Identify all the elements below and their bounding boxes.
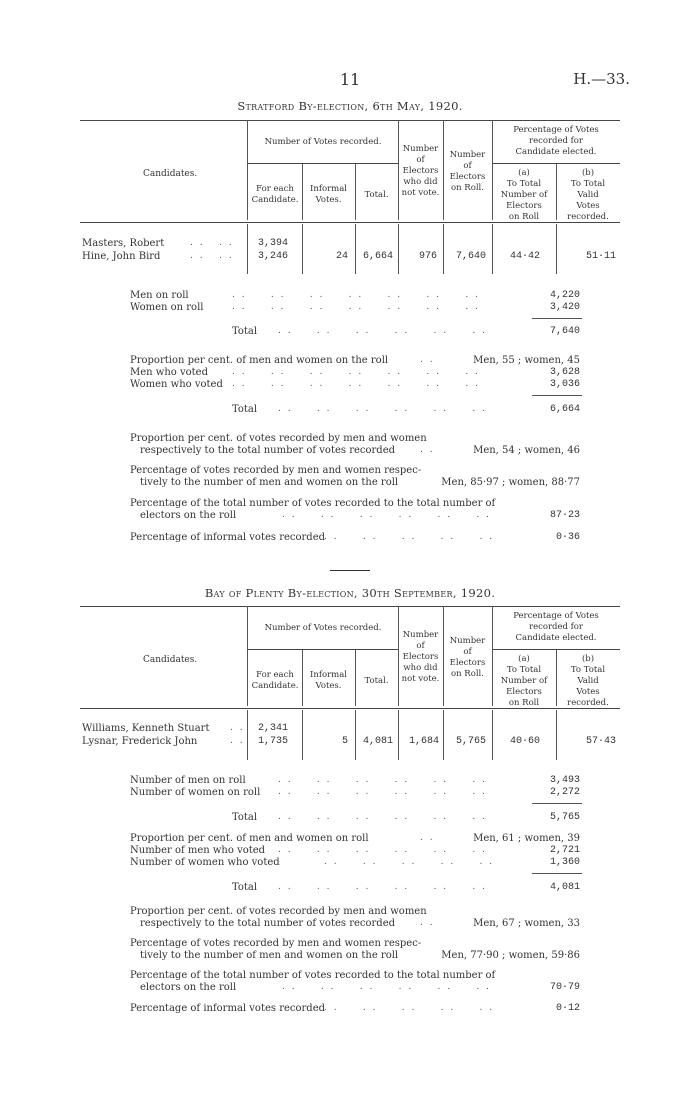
leader-dots: . . . . . . . . . .: [324, 857, 495, 867]
body-divider: [443, 224, 444, 274]
stat-label: Men who voted: [130, 367, 208, 378]
candidate-votes: 1,735: [258, 736, 289, 747]
pct-to-roll: 40·60: [510, 736, 541, 747]
total-header: Total.: [364, 190, 389, 200]
pct-b-header: (b) To Total Valid Votes recorded.: [567, 168, 609, 222]
leader-dots: . .: [420, 445, 435, 455]
candidate-name: Williams, Kenneth Stuart: [82, 723, 210, 734]
stat-label: Women who voted: [130, 379, 223, 390]
stat-label: Proportion per cent. of men and women on roll: [130, 833, 369, 844]
leader-dots: . .: [230, 723, 245, 733]
not-vote-header: Number of Electors who did not vote.: [401, 144, 440, 198]
body-divider: [492, 710, 493, 760]
stat-label: Proportion per cent. of votes recorded by men and women: [130, 906, 427, 917]
leader-dots: . . . . . . . . . . . .: [278, 326, 488, 336]
percentage-header: Percentage of Votes recorded for Candidate elected.: [513, 611, 599, 643]
body-divider: [556, 224, 557, 274]
header-subrule: [492, 649, 620, 650]
stat-value: 3,493: [549, 775, 580, 786]
stat-label: electors on the roll: [140, 510, 237, 521]
bay-of-plenty-title: Bay of Plenty By-election, 30th September, 1920.: [204, 586, 496, 600]
on-roll-header: Number of Electors on Roll.: [449, 636, 486, 679]
total-votes: 4,081: [362, 736, 393, 747]
stat-value: 1,360: [549, 857, 580, 868]
leader-dots: . . . . . . . . . . . .: [278, 812, 488, 822]
stat-label: respectively to the total number of votes recorded: [140, 918, 396, 929]
body-divider: [355, 710, 356, 760]
leader-dots: . . . . . . . . . . . . . .: [232, 367, 480, 377]
stat-label: Number of men on roll: [130, 775, 246, 786]
body-divider: [398, 710, 399, 760]
candidate-votes: 3,394: [258, 238, 289, 249]
stat-label: Number of women on roll: [130, 787, 261, 798]
stat-value: Men, 77·90 ; women, 59·86: [441, 950, 580, 961]
candidate-name: Masters, Robert: [82, 238, 165, 249]
stat-label: Percentage of informal votes recorded: [130, 1003, 326, 1014]
stat-value: 4,220: [549, 290, 580, 301]
stat-label: electors on the roll: [140, 982, 237, 993]
table-top-rule: [80, 606, 620, 607]
sum-rule: [532, 318, 582, 319]
votes-recorded-header: Number of Votes recorded.: [264, 623, 382, 633]
stat-value: 0·36: [555, 532, 580, 543]
stat-value: 4,081: [549, 882, 580, 893]
stat-label: Proportion per cent. of men and women on the roll: [130, 355, 389, 366]
did-not-vote: 1,684: [408, 736, 439, 747]
pct-to-roll: 44·42: [510, 251, 541, 262]
body-divider: [492, 224, 493, 274]
body-divider: [302, 224, 303, 274]
pct-to-valid: 51·11: [585, 251, 616, 262]
leader-dots: . . . . . . . . . .: [324, 1003, 495, 1013]
leader-dots: . . . .: [190, 251, 234, 261]
stat-value: Men, 55 ; women, 45: [473, 355, 580, 366]
stat-label: Percentage of informal votes recorded: [130, 532, 326, 543]
page-number: 11: [339, 70, 361, 89]
informal-header: Informal Votes.: [309, 670, 347, 691]
stat-label: respectively to the total number of votes recorded: [140, 445, 396, 456]
header-subrule: [247, 649, 398, 650]
stratford-title: Stratford By-election, 6th May, 1920.: [237, 99, 463, 113]
header-subrule: [247, 163, 398, 164]
sum-rule: [532, 395, 582, 396]
sum-rule: [532, 803, 582, 804]
candidate-name: Lysnar, Frederick John: [82, 736, 198, 747]
stat-label: Total: [232, 326, 258, 337]
stat-label: Total: [232, 404, 258, 415]
stat-value: Men, 61 ; women, 39: [473, 833, 580, 844]
informal-votes: 5: [341, 736, 348, 747]
stat-value: 2,721: [549, 845, 580, 856]
body-divider: [355, 224, 356, 274]
stat-value: 3,420: [549, 302, 580, 313]
body-divider: [398, 224, 399, 274]
leader-dots: . . . . . . . . . . . . . .: [232, 302, 480, 312]
leader-dots: . .: [420, 918, 435, 928]
stat-value: 3,628: [549, 367, 580, 378]
pct-to-valid: 57·43: [585, 736, 616, 747]
on-roll-header: Number of Electors on Roll.: [449, 150, 486, 193]
stat-value: 3,036: [549, 379, 580, 390]
body-divider: [302, 710, 303, 760]
header-subrule: [492, 163, 620, 164]
stat-value: 0·12: [555, 1003, 580, 1014]
leader-dots: . . . . . . . . . . . .: [278, 775, 488, 785]
leader-dots: . . . . . . . . . .: [324, 532, 495, 542]
body-divider: [556, 710, 557, 760]
table-top-rule: [80, 120, 620, 121]
stat-value: 5,765: [549, 812, 580, 823]
stat-label: Percentage of votes recorded by men and women respec-: [130, 465, 422, 476]
stat-label: Percentage of votes recorded by men and women respec-: [130, 938, 422, 949]
stat-value: 87·23: [549, 510, 580, 521]
table-header-bottom-rule: [80, 222, 620, 223]
stat-value: Men, 67 ; women, 33: [473, 918, 580, 929]
pct-a-header: (a) To Total Number of Electors on Roll: [500, 168, 548, 222]
stat-label: Percentage of the total number of votes recorded to the total number of: [130, 970, 496, 981]
stat-value: 70·79: [549, 982, 580, 993]
stat-label: Total: [232, 812, 258, 823]
table-header-bottom-rule: [80, 708, 620, 709]
leader-dots: . . . . . . . . . . . .: [282, 510, 492, 520]
total-header: Total.: [364, 676, 389, 686]
total-votes: 6,664: [362, 251, 393, 262]
leader-dots: . . . . . . . . . . . .: [282, 982, 492, 992]
stat-value: Men, 54 ; women, 46: [473, 445, 580, 456]
votes-recorded-header: Number of Votes recorded.: [264, 137, 382, 147]
stat-label: tively to the number of men and women on the roll: [140, 477, 399, 488]
stat-label: Women on roll: [130, 302, 204, 313]
candidates-header: Candidates.: [143, 655, 198, 665]
pct-b-header: (b) To Total Valid Votes recorded.: [567, 654, 609, 708]
document-reference: H.—33.: [573, 70, 630, 88]
informal-header: Informal Votes.: [309, 184, 347, 205]
leader-dots: . .: [230, 736, 245, 746]
stat-label: Men on roll: [130, 290, 189, 301]
stat-value: 2,272: [549, 787, 580, 798]
stat-label: tively to the number of men and women on the roll: [140, 950, 399, 961]
leader-dots: . . . . . . . . . . . .: [278, 845, 488, 855]
leader-dots: . . . . . . . . . . . . . .: [232, 290, 480, 300]
for-each-header: For each Candidate.: [251, 670, 299, 691]
stat-label: Proportion per cent. of votes recorded by men and women: [130, 433, 427, 444]
leader-dots: . . . . . . . . . . . .: [278, 404, 488, 414]
informal-votes: 24: [335, 251, 348, 262]
not-vote-header: Number of Electors who did not vote.: [401, 630, 440, 684]
leader-dots: . . . .: [190, 238, 234, 248]
leader-dots: . .: [420, 833, 435, 843]
stat-label: Number of women who voted: [130, 857, 280, 868]
leader-dots: . . . . . . . . . . . .: [278, 787, 488, 797]
body-divider: [247, 224, 248, 274]
electors-on-roll: 7,640: [455, 251, 486, 262]
stat-value: 7,640: [549, 326, 580, 337]
leader-dots: . .: [420, 355, 435, 365]
candidates-header: Candidates.: [143, 169, 198, 179]
stat-value: 6,664: [549, 404, 580, 415]
leader-dots: . . . . . . . . . . . . . .: [232, 379, 480, 389]
candidate-votes: 3,246: [258, 251, 289, 262]
body-divider: [247, 710, 248, 760]
stat-label: Number of men who voted: [130, 845, 266, 856]
stat-label: Percentage of the total number of votes recorded to the total number of: [130, 498, 496, 509]
stat-value: Men, 85·97 ; women, 88·77: [441, 477, 580, 488]
sum-rule: [532, 873, 582, 874]
body-divider: [443, 710, 444, 760]
for-each-header: For each Candidate.: [251, 184, 299, 205]
candidate-votes: 2,341: [258, 723, 289, 734]
stat-label: Total: [232, 882, 258, 893]
candidate-name: Hine, John Bird: [82, 251, 161, 262]
pct-a-header: (a) To Total Number of Electors on Roll: [500, 654, 548, 708]
percentage-header: Percentage of Votes recorded for Candidate elected.: [513, 125, 599, 157]
leader-dots: . . . . . . . . . . . .: [278, 882, 488, 892]
electors-on-roll: 5,765: [455, 736, 486, 747]
did-not-vote: 976: [418, 251, 437, 262]
section-separator: [330, 570, 370, 571]
